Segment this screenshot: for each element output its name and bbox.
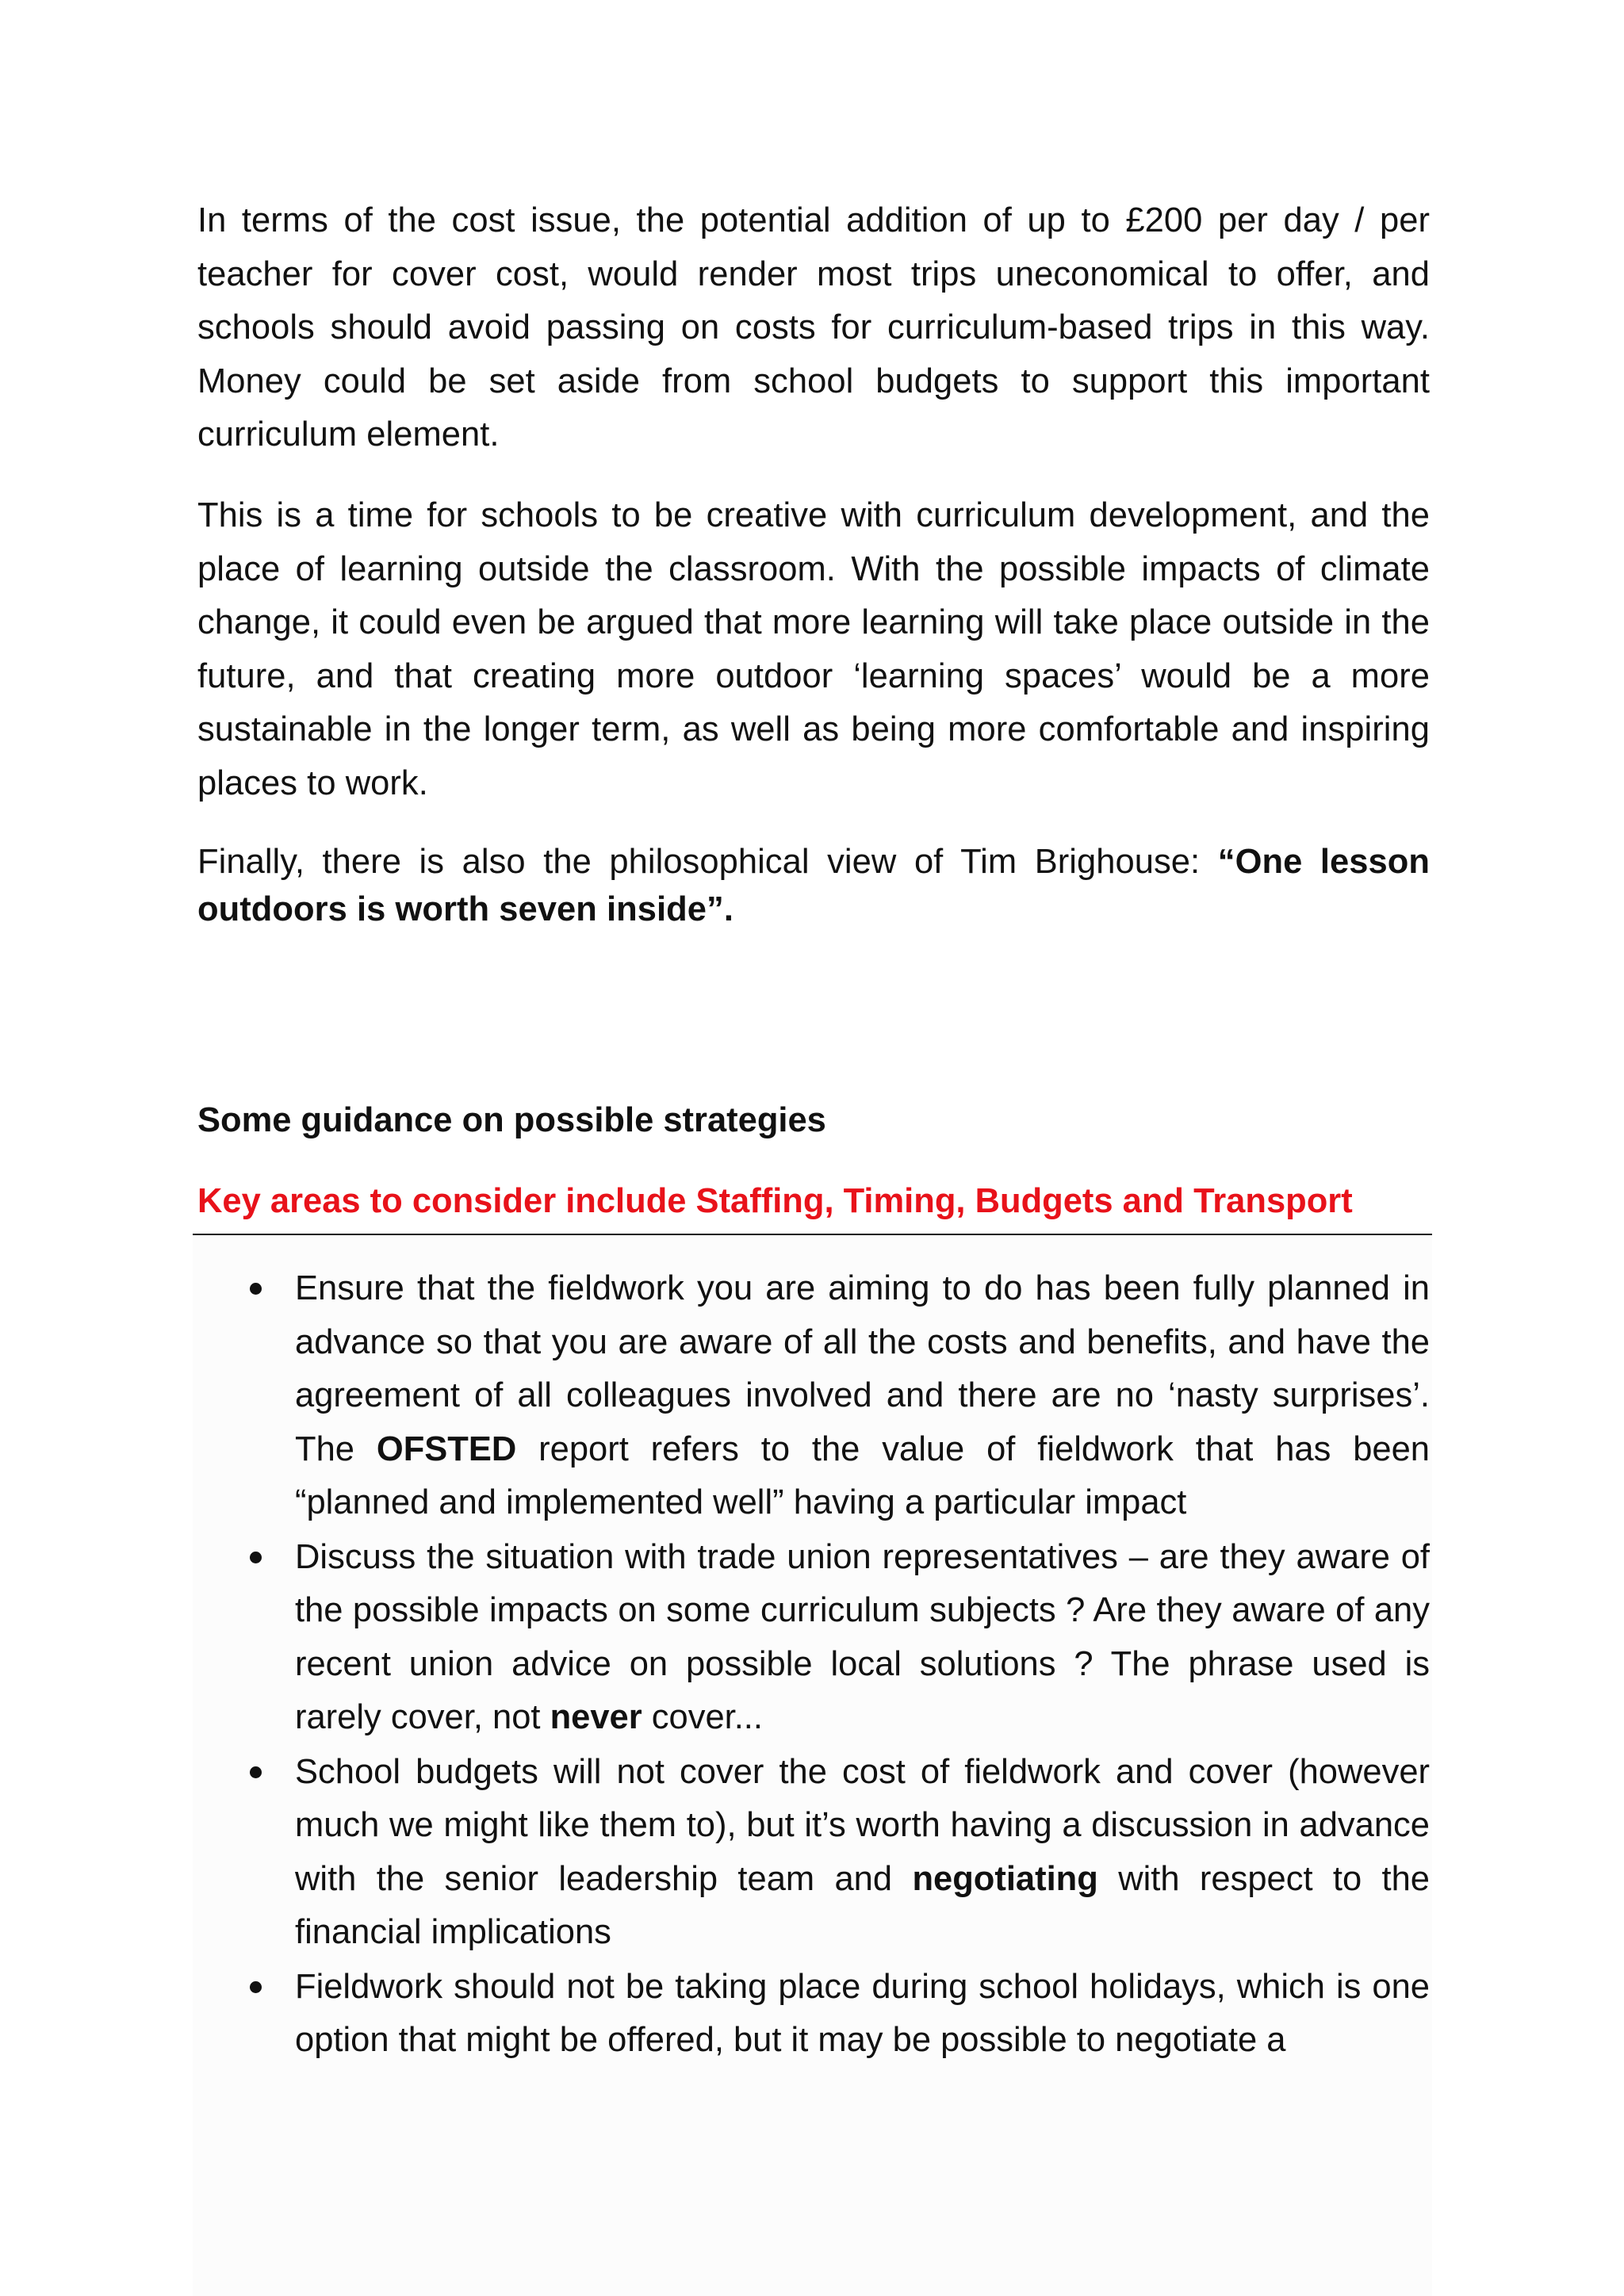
list-item — [197, 1746, 1430, 1960]
list-item — [197, 1531, 1430, 1745]
bullet-bold-text: never — [550, 1698, 642, 1736]
bullet-bold-text: negotiating — [912, 1859, 1098, 1898]
paragraph-cost-issue: In terms of the cost issue, the potential addition of up to £200 per day / per teacher for cover cost, would render most trips uneconomical to offer, and schools should avoid passing on costs for curriculum-based trips in this way. Money could be set aside from school budgets to support this important curriculum element. — [197, 201, 1430, 453]
brighouse-quote: “One lesson outdoors is worth seven inside”. — [197, 843, 1431, 928]
bullet-text: School budgets will not cover the cost of fieldwork and cover (however much we might like them to), but it’s worth having a discussion in advance with the senior leadership team and — [295, 1752, 1430, 1898]
bullet-icon — [250, 1981, 262, 1993]
paragraph-brighouse-quote — [197, 838, 1430, 933]
bullet-icon — [250, 1283, 262, 1295]
strategy-list — [197, 1262, 1430, 2068]
bullet-text: cover... — [651, 1698, 763, 1736]
bullet-text: report refers to the value of fieldwork that has been “planned and implemented well” having a particular impact — [295, 1429, 1431, 1521]
brighouse-intro: Finally, there is also the philosophical view of Tim Brighouse: — [197, 843, 1201, 881]
guidance-heading: Some guidance on possible strategies — [197, 1101, 826, 1139]
horizontal-rule — [193, 1234, 1432, 1235]
bullet-text: Fieldwork should not be taking place during school holidays, which is one option that might be offered, but it may be possible to negotiate a — [295, 1967, 1430, 2059]
bullet-icon — [250, 1552, 262, 1563]
bullet-text: with respect to the financial implications — [295, 1859, 1430, 1951]
paragraph-creative-curriculum: This is a time for schools to be creative with curriculum development, and the place of learning outside the classroom. With the possible impacts of climate change, it could even be argued that more learning will take place outside in the future, and that creating more outdoor ‘learning spaces’ would be a more sustainable in the longer term, as well as being more comfortable and inspiring places to work. — [197, 496, 1430, 802]
bullet-icon — [250, 1766, 262, 1778]
list-item — [197, 1262, 1430, 1530]
key-areas-heading: Key areas to consider include Staffing, Timing, Budgets and Transport — [197, 1182, 1353, 1220]
bullet-text: Ensure that the fieldwork you are aiming to do has been fully planned in advance so that you are aware of all the costs and benefits, and have the agreement of all colleagues involved and there are no ‘nasty surprises’. The — [295, 1269, 1430, 1468]
list-item — [197, 1961, 1430, 2068]
bullet-bold-text: OFSTED — [376, 1429, 517, 1468]
bullet-text: Discuss the situation with trade union representatives – are they aware of the possible impacts on some curriculum subjects ? Are they aware of any recent union advice on possible local solutions ? The phrase used is rarely cover, not — [295, 1537, 1430, 1736]
